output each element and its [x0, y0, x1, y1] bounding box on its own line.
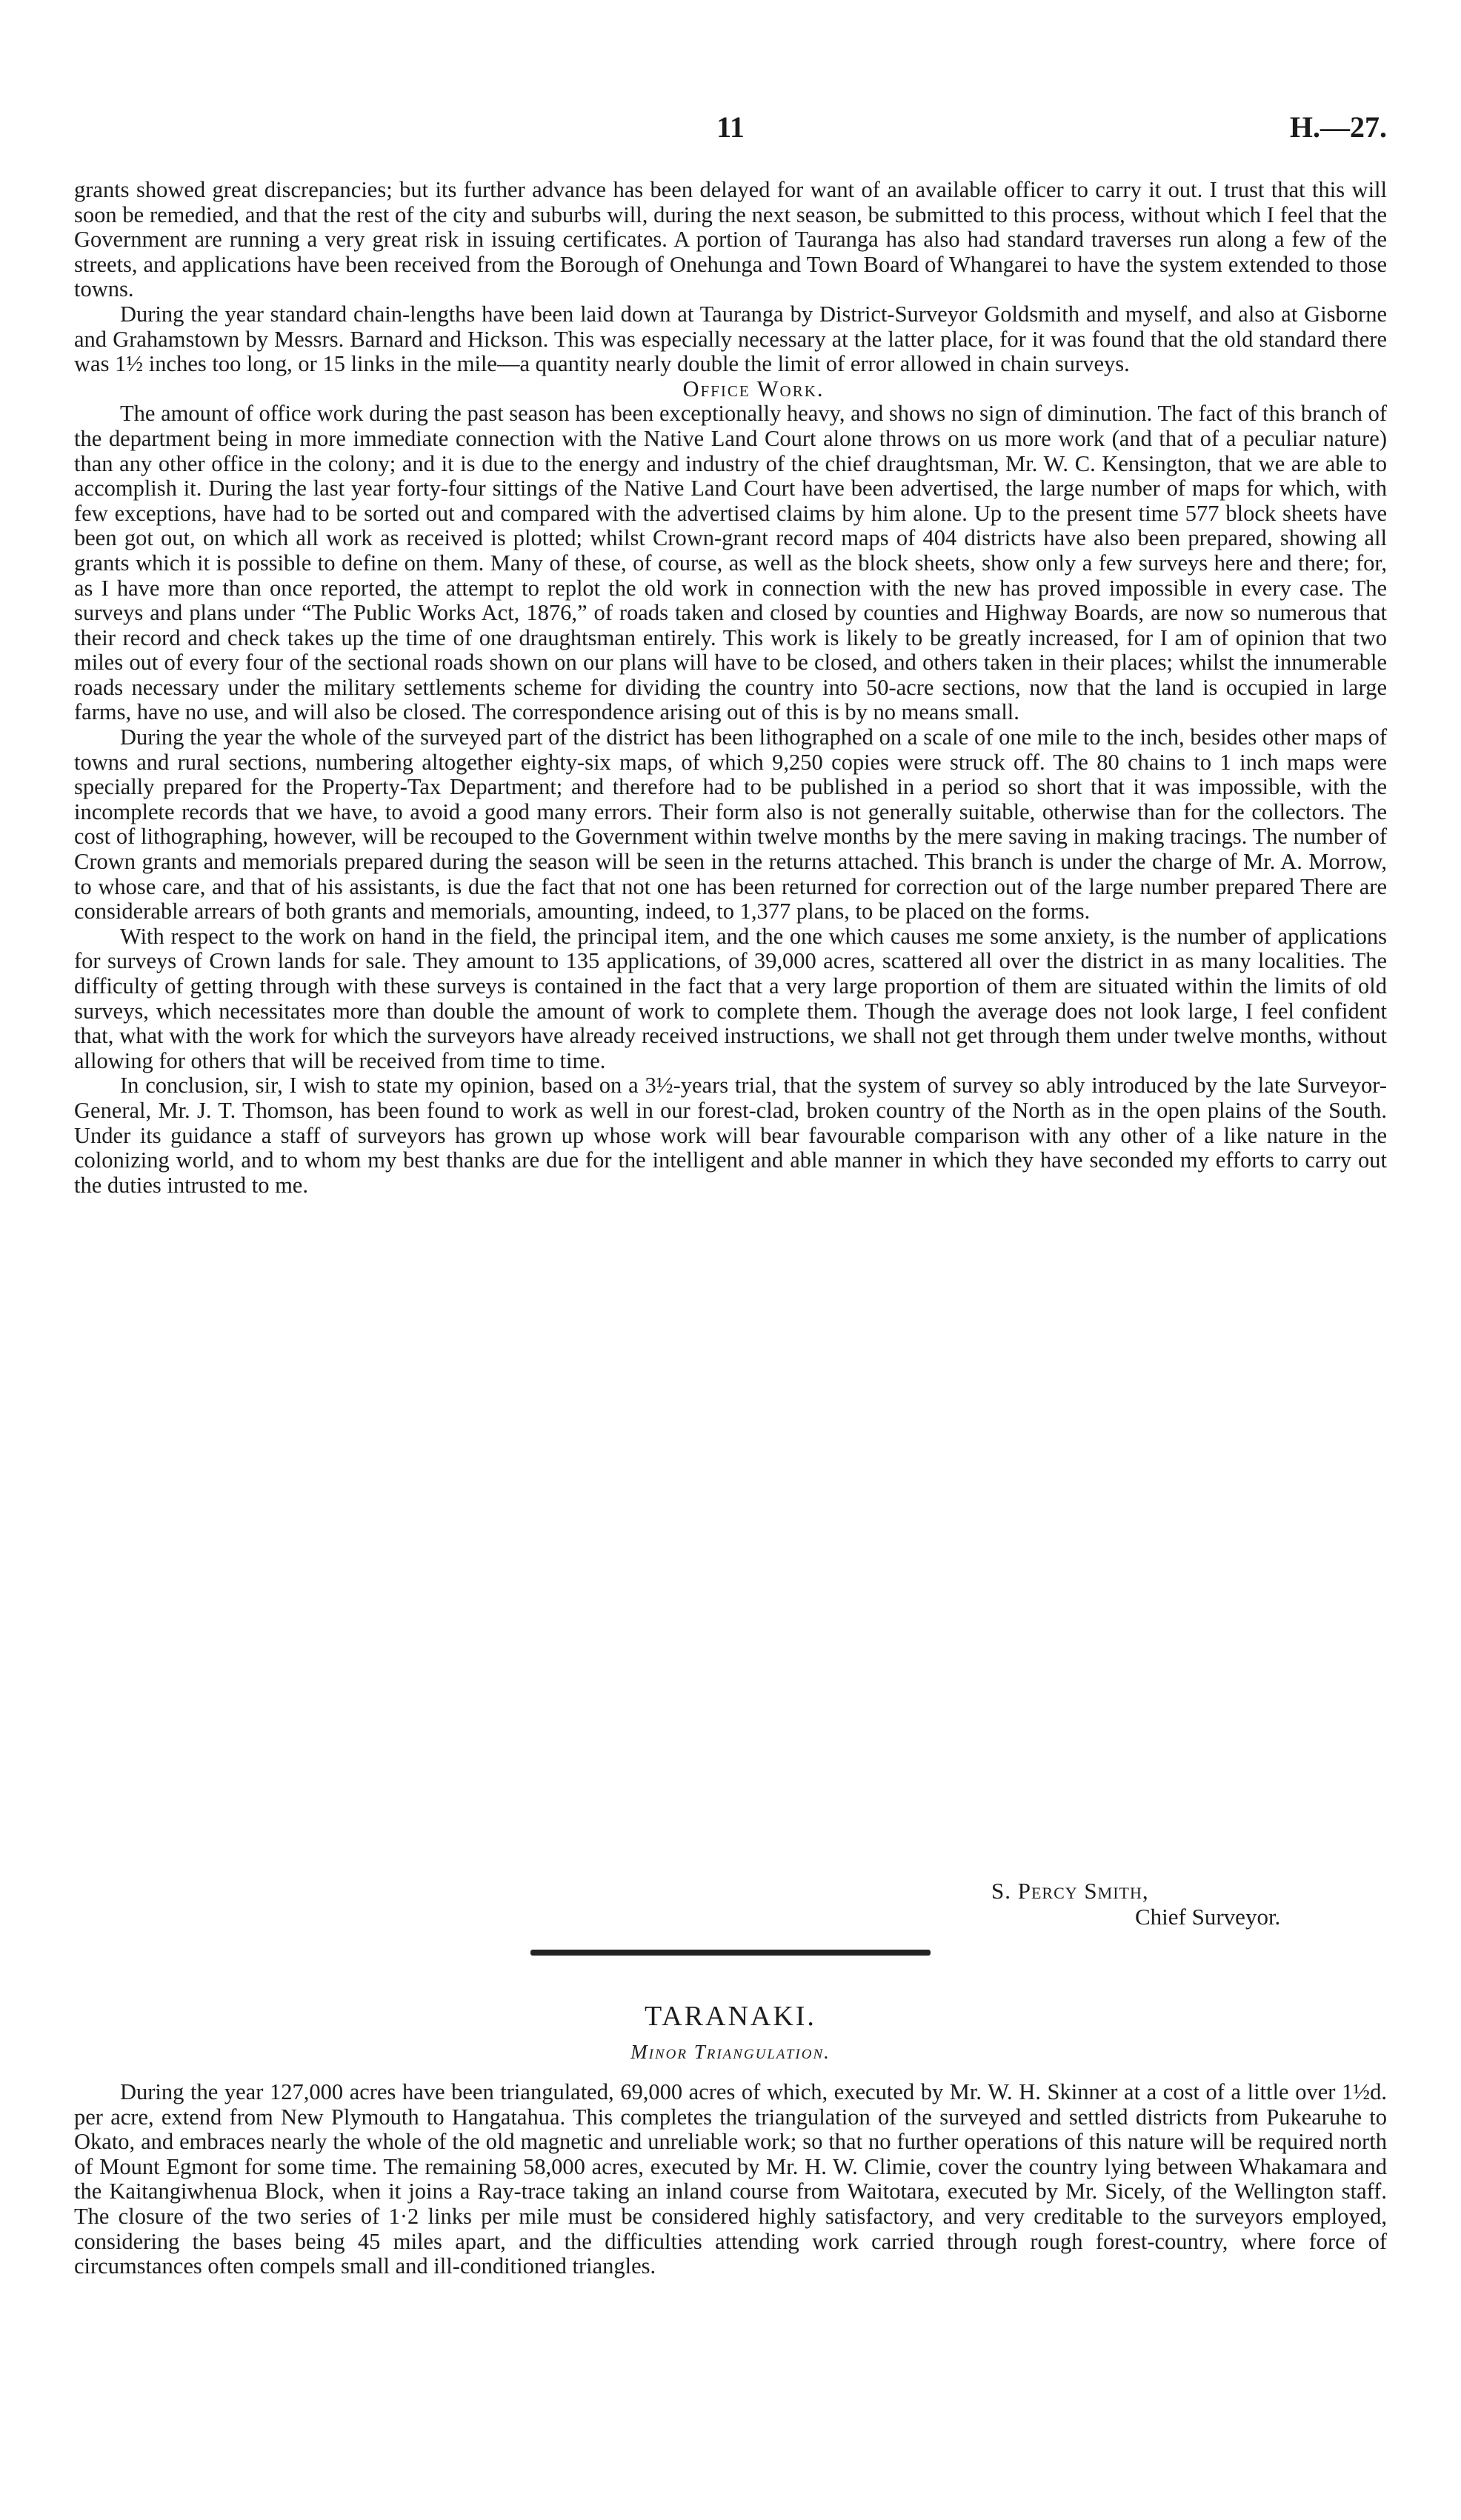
page-header [74, 110, 1387, 154]
signature-title: Chief Surveyor. [1135, 1904, 1281, 1930]
district-subtitle: Minor Triangulation. [630, 2041, 831, 2063]
paragraph: During the year 127,000 acres have been triangulated, 69,000 acres of which, executed by Mr. W. H. Skinner at a cost of a little over 1½d. per acre, extend from New Plymouth to Hangatahua. This completes the triangulation of the surveyed and settled districts from Pukearuhe to Okato, and embraces nearly the whole of the old magnetic and unreliable work; so that no further operations of this nature will be required north of Mount Egmont for some time. The remaining 58,000 acres, executed by Mr. H. W. Climie, cover the country lying between Whakamara and the Kaitangiwhenua Block, when it joins a Ray-trace taking an inland course from Waitotara, executed by Mr. Sicely, of the Wellington staff. The closure of the two series of 1·2 links per mile must be considered highly satisfactory, and very creditable to the surveyors employed, considering the bases being 45 miles apart, and the difficulties attending work carried through rough forest-country, where force of circumstances often compels small and ill-conditioned triangles. [74, 2079, 1387, 2279]
paragraph: grants showed great discrepancies; but its further advance has been delayed for want of an available officer to carry it out. I trust that this will soon be remedied, and that the rest of the city and suburbs will, during the next season, be submitted to this process, without which I feel that the Government are running a very great risk in issuing certificates. A portion of Tauranga has also had standard traverses run along a few of the streets, and applications have been received from the Borough of Onehunga and Town Board of Whangarei to have the system extended to those towns. [74, 177, 1387, 302]
district-title: TARANAKI. [645, 2001, 816, 2032]
main-text-taranaki [74, 2080, 1387, 2279]
paragraph: During the year standard chain-lengths have been laid down at Tauranga by District-Surveyor Goldsmith and myself, and also at Gisborne and Grahamstown by Messrs. Barnard and Hickson. This was especially necessary at the latter place, for it was found that the old standard there was 1½ inches too long, or 15 links in the mile—a quantity nearly double the limit of error allowed in chain surveys. [74, 301, 1387, 377]
main-text-top [74, 178, 1387, 1198]
signature-name: S. Percy Smith, [991, 1878, 1149, 1904]
section-heading-office-work: Office Work. [682, 376, 825, 401]
paragraph: The amount of office work during the past season has been exceptionally heavy, and shows no sign of diminution. The fact of this branch of the department being in more immediate connection with the Native Land Court alone throws on us more work (and that of a peculiar nature) than any other office in the colony; and it is due to the energy and industry of the chief draughtsman, Mr. W. C. Kensington, that we are able to accomplish it. During the last year forty-four sittings of the Native Land Court have been advertised, the large number of maps for which, with few exceptions, have had to be sorted out and compared with the advertised claims by him alone. Up to the present time 577 block sheets have been got out, on which all work as received is plotted; whilst Crown-grant record maps of 404 districts have also been prepared, showing all grants which it is possible to define on them. Many of these, of course, as well as the block sheets, show only a few surveys here and there; for, as I have more than once reported, the attempt to replot the old work in connection with the new has proved impossible in every case. The surveys and plans under “The Public Works Act, 1876,” of roads taken and closed by counties and Highway Boards, are now so numerous that their record and check takes up the time of one draughtsman entirely. This work is likely to be greatly increased, for I am of opinion that two miles out of every four of the sectional roads shown on our plans will have to be closed, and others taken in their places; whilst the innumerable roads necessary under the military settlements scheme for dividing the country into 50-acre sections, now that the land is occupied in large farms, have no use, and will also be closed. The correspondence arising out of this is by no means small. [74, 401, 1387, 725]
page-number: 11 [716, 110, 745, 144]
paragraph: During the year the whole of the surveyed part of the district has been lithographed on a scale of one mile to the inch, besides other maps of towns and rural sections, numbering altogether eighty-six maps, of which 9,250 copies were struck off. The 80 chains to 1 inch maps were specially prepared for the Property-Tax Department; and therefore had to be published in a period so short that it was impossible, with the incomplete records that we have, to avoid a good many errors. Their form also is not generally suitable, otherwise than for the collectors. The cost of lithographing, however, will be recouped to the Government within twelve months by the mere saving in making tracings. The number of Crown grants and memorials prepared during the season will be seen in the returns attached. This branch is under the charge of Mr. A. Morrow, to whose care, and that of his assistants, is due the fact that not one has been returned for correction out of the large number prepared There are considerable arrears of both grants and memorials, amounting, indeed, to 1,377 plans, to be placed on the forms. [74, 724, 1387, 924]
paragraph: In conclusion, sir, I wish to state my opinion, based on a 3½-years trial, that the system of survey so ably introduced by the late Surveyor-General, Mr. J. T. Thomson, has been found to work as well in our forest-clad, broken country of the North as in the open plains of the South. Under its guidance a staff of surveyors has grown up whose work will bear favourable comparison with any other of a like nature in the colonizing world, and to whom my best thanks are due for the intelligent and able manner in which they have seconded my efforts to carry out the duties intrusted to me. [74, 1073, 1387, 1198]
paragraph: With respect to the work on hand in the field, the principal item, and the one which causes me some anxiety, is the number of applications for surveys of Crown lands for sale. They amount to 135 applications, of 39,000 acres, scattered all over the district in as many localities. The difficulty of getting through with these surveys is contained in the fact that a very large proportion of them are situated within the limits of old surveys, which necessitates more than double the amount of work to complete them. Though the average does not look large, I feel confident that, what with the work for which the surveyors have already received instructions, we shall not get through them under twelve months, without allowing for others that will be received from time to time. [74, 923, 1387, 1073]
document-reference: H.—27. [1289, 110, 1387, 144]
section-divider [530, 1950, 931, 1956]
